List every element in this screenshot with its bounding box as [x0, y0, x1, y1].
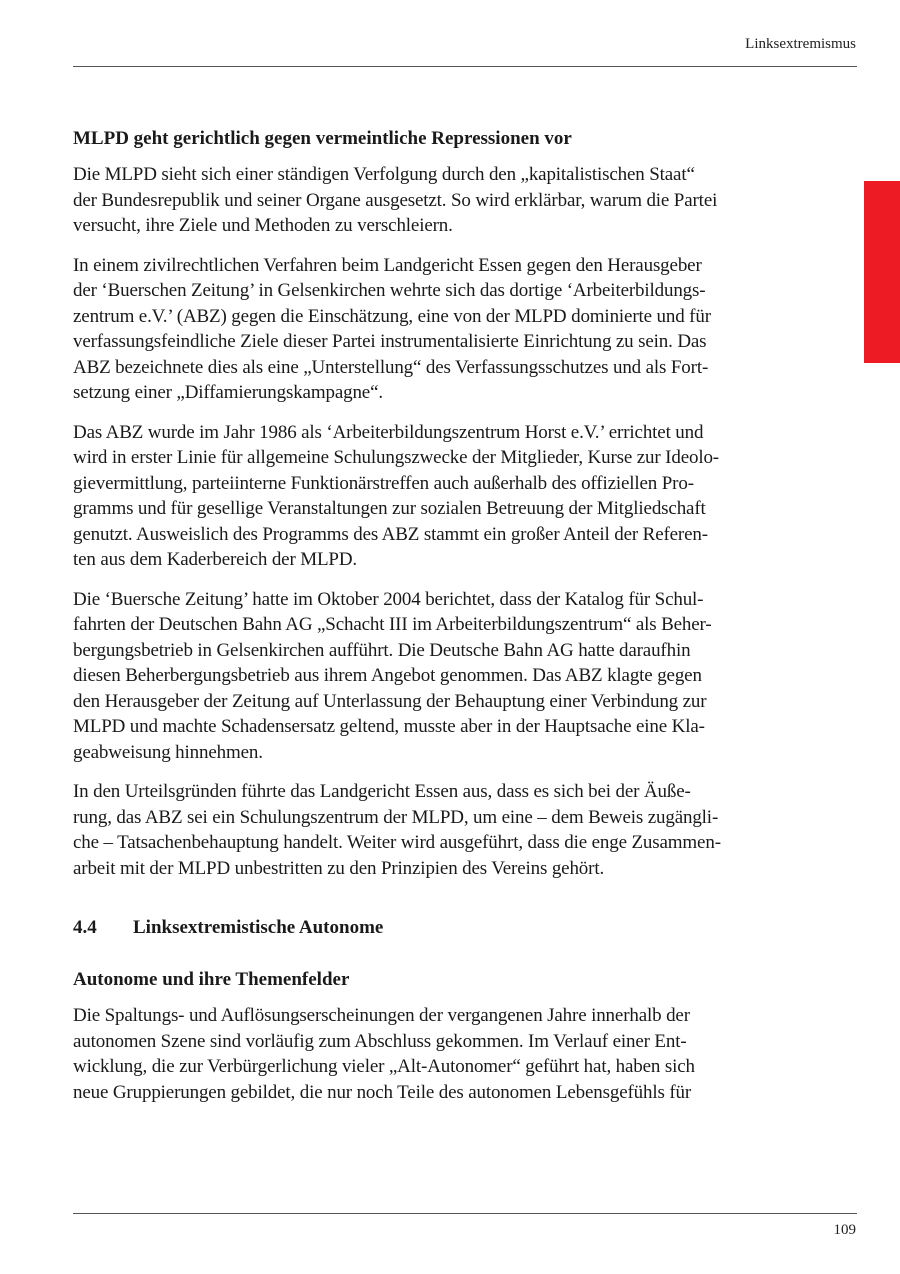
section-heading-4-4: [73, 915, 813, 941]
text-line: Die MLPD sieht sich einer ständigen Verfolgung durch den „kapitalistischen Staat“: [73, 164, 695, 185]
text-line: bergungsbetrieb in Gelsenkirchen aufführt. Die Deutsche Bahn AG hatte daraufhin: [73, 639, 691, 661]
text-line: gievermittlung, parteiinterne Funktionärstreffen auch außerhalb des offiziellen Pro-: [73, 472, 694, 494]
text-line: setzung einer „Diffamierungskampagne“.: [73, 382, 383, 403]
footer-rule: [73, 1213, 857, 1214]
text-line: In einem zivilrechtlichen Verfahren beim Landgericht Essen gegen den Herausgeber: [73, 254, 702, 276]
page-number: 109: [833, 1222, 856, 1238]
text-line: gramms und für gesellige Veranstaltungen zur sozialen Betreuung der Mitgliedschaft: [73, 498, 706, 519]
text-line: neue Gruppierungen gebildet, die nur noch Teile des autonomen Lebensgefühls für: [73, 1081, 692, 1103]
text-line: che – Tatsachenbehauptung handelt. Weiter wird ausgeführt, dass die enge Zusammen-: [73, 832, 721, 853]
text-line: versucht, ihre Ziele und Methoden zu verschleiern.: [73, 215, 453, 236]
paragraph-5: [73, 779, 813, 881]
section-title: Linksextremistische Autonome: [133, 917, 384, 938]
header-rule: [73, 66, 857, 67]
text-line: In den Urteilsgründen führte das Landgericht Essen aus, dass es sich bei der Äuße-: [73, 781, 691, 802]
text-line: Das ABZ wurde im Jahr 1986 als ‘Arbeiterbildungszentrum Horst e.V.’ errichtet und: [73, 421, 704, 443]
text-line: ten aus dem Kaderbereich der MLPD.: [73, 549, 358, 570]
text-line: wird in erster Linie für allgemeine Schulungszwecke der Mitglieder, Kurse zur Ideolo-: [73, 447, 719, 468]
text-line: arbeit mit der MLPD unbestritten zu den Prinzipien des Vereins gehört.: [73, 857, 605, 879]
text-line: geabweisung hinnehmen.: [73, 741, 263, 763]
page-body: [73, 126, 813, 1119]
text-line: Die Spaltungs- und Auflösungserscheinungen der vergangenen Jahre innerhalb der: [73, 1005, 690, 1026]
text-line: den Herausgeber der Zeitung auf Unterlassung der Behauptung einer Verbindung zur: [73, 690, 707, 712]
text-line: fahrten der Deutschen Bahn AG „Schacht III im Arbeiterbildungszentrum“ als Beher-: [73, 614, 712, 635]
text-line: der Bundesrepublik und seiner Organe ausgesetzt. So wird erklärbar, warum die Partei: [73, 189, 718, 211]
text-line: der ‘Buerschen Zeitung’ in Gelsenkirchen wehrte sich das dortige ‘Arbeiterbildungs-: [73, 280, 706, 301]
paragraph-4: [73, 587, 813, 766]
paragraph-6: [73, 1003, 813, 1105]
text-line: autonomen Szene sind vorläufig zum Abschluss gekommen. Im Verlauf einer Ent-: [73, 1030, 687, 1052]
text-line: Die ‘Buersche Zeitung’ hatte im Oktober 2004 berichtet, dass der Katalog für Schul-: [73, 588, 704, 610]
section-number: 4.4: [73, 917, 97, 938]
paragraph-1: [73, 162, 813, 239]
text-line: ABZ bezeichnete dies als eine „Unterstellung“ des Verfassungsschutzes und als Fort-: [73, 356, 709, 378]
chapter-thumb-tab: [864, 181, 900, 363]
paragraph-2: [73, 253, 813, 406]
subheading-autonome: Autonome und ihre Themenfelder: [73, 969, 350, 990]
text-line: genutzt. Ausweislich des Programms des ABZ stammt ein großer Anteil der Referen-: [73, 523, 708, 545]
paragraph-3: [73, 420, 813, 573]
text-line: MLPD und machte Schadensersatz geltend, musste aber in der Hauptsache eine Kla-: [73, 716, 705, 737]
text-line: verfassungsfeindliche Ziele dieser Partei instrumentalisierte Einrichtung zu sein. Das: [73, 331, 707, 352]
subheading-mlpd: MLPD geht gerichtlich gegen vermeintliche Repressionen vor: [73, 128, 572, 149]
text-line: diesen Beherbergungsbetrieb aus ihrem Angebot genommen. Das ABZ klagte gegen: [73, 665, 702, 686]
text-line: zentrum e.V.’ (ABZ) gegen die Einschätzung, eine von der MLPD dominierte und für: [73, 305, 711, 327]
text-line: wicklung, die zur Verbürgerlichung vieler „Alt-Autonomer“ geführt hat, haben sich: [73, 1056, 695, 1077]
running-header: Linksextremismus: [745, 36, 856, 52]
text-line: rung, das ABZ sei ein Schulungszentrum der MLPD, um eine – dem Beweis zugängli-: [73, 806, 719, 828]
